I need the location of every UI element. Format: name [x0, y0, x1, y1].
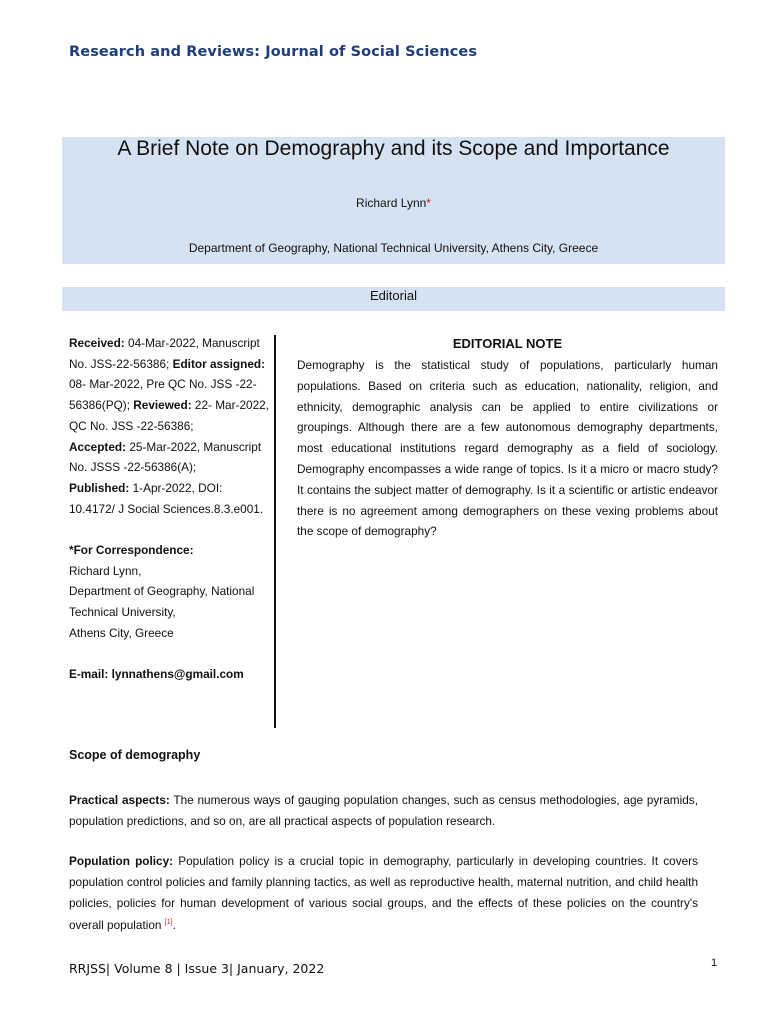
column-divider	[274, 335, 276, 728]
journal-name: Research and Reviews: Journal of Social Sciences	[69, 44, 478, 60]
email-line	[69, 664, 269, 685]
author-affiliation: Department of Geography, National Technical University, Athens City, Greece	[188, 241, 599, 255]
author-name-text: Richard Lynn	[356, 196, 427, 210]
correspondence-block	[69, 540, 269, 644]
accepted-label: Accepted:	[69, 439, 127, 454]
published-label: Published:	[69, 480, 130, 495]
citation-link[interactable]: [1]	[164, 919, 173, 927]
email-address[interactable]: lynnathens@gmail.com	[111, 667, 244, 682]
correspondence-city: Athens City, Greece	[69, 625, 174, 640]
policy-label: Population policy:	[69, 854, 174, 868]
editor-value: 08- Mar-2022, Pre QC No. JSS -22-56386(PQ);	[69, 377, 257, 413]
title-block	[62, 137, 725, 264]
practical-text: The numerous ways of gauging population changes, such as census methodologies, age pyramids, population predictions, and so on, are all practical aspects of population research.	[69, 793, 698, 828]
article-metadata	[69, 333, 269, 685]
footer-text: RRJSS| Volume 8 | Issue 3| January, 2022	[69, 961, 325, 976]
correspondence-dept: Department of Geography, National Technical University,	[69, 584, 255, 620]
received-label: Received:	[69, 336, 125, 350]
article-type-bar: Editorial	[62, 287, 725, 311]
published-value: 1-Apr-2022, DOI: 10.4172/ J Social Sciences.8.3.e001.	[69, 480, 264, 516]
editorial-note-body: Demography is the statistical study of populations, particularly human populations. Based on criteria such as education, nationality, religion, and ethnicity, demographic analysis can be applied to entire civilizations or groupings. Although there are a few autonomous demography departments, most educational institutions regard demography as a field of sociology. Demography encompasses a wide range of topics. Is it a micro or macro study? It contains the subject matter of demography. Is it a scientific or artistic endeavor there is no agreement among demographers on these vexing problems about the scope of demography?	[297, 358, 718, 539]
scope-heading: Scope of demography	[69, 748, 201, 762]
accepted-value: 25-Mar-2022, Manuscript No. JSSS -22-56386(A);	[69, 439, 262, 475]
reviewed-label: Reviewed:	[133, 398, 192, 413]
correspondence-name: Richard Lynn,	[69, 563, 142, 578]
editor-label: Editor assigned:	[172, 356, 266, 371]
author-name	[62, 196, 725, 210]
page-number: 1	[711, 957, 718, 969]
practical-label: Practical aspects:	[69, 793, 170, 807]
received-value: 04-Mar-2022, Manuscript No. JSS-22-56386;	[69, 336, 260, 371]
practical-aspects-paragraph	[69, 790, 698, 832]
history-block	[69, 333, 269, 519]
population-policy-paragraph	[69, 851, 698, 936]
email-label: E-mail:	[69, 667, 112, 682]
correspondence-label: *For Correspondence:	[69, 543, 194, 558]
reviewed-value: 22- Mar-2022, QC No. JSS -22-56386;	[69, 398, 269, 433]
author-mark: *	[426, 196, 431, 210]
policy-text: Population policy is a crucial topic in demography, particularly in developing countries. It covers population control policies and family planning tactics, as well as reproductive health, maternal nutrition, and child health policies, policies for human development of various social groups, and the effects of these policies on the country's overall population	[69, 854, 698, 933]
editorial-note-section	[297, 333, 718, 542]
article-title: A Brief Note on Demography and its Scope and Importance	[117, 137, 670, 160]
policy-end: .	[172, 918, 176, 933]
editorial-note-heading: EDITORIAL NOTE	[452, 336, 563, 351]
